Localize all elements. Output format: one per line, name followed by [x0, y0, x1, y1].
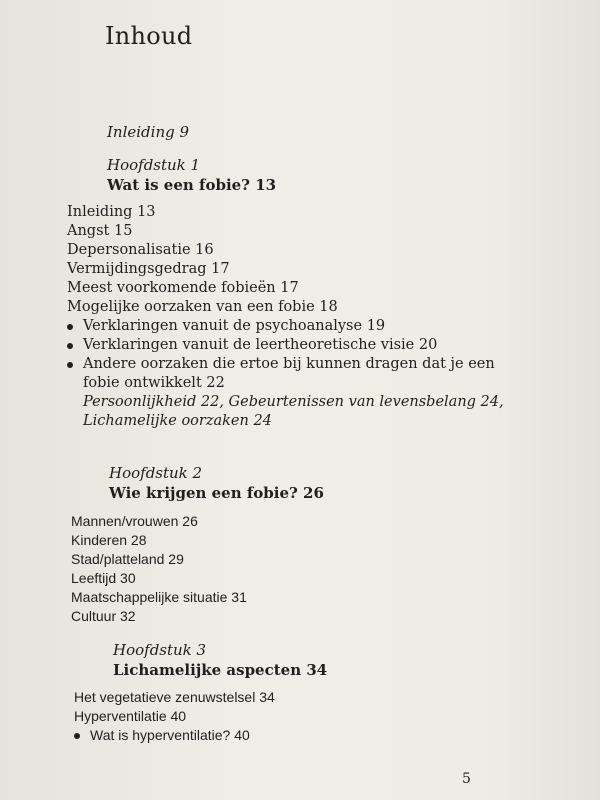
toc-entry: Mogelijke oorzaken van een fobie 18 [67, 299, 338, 315]
chapter-3-label: Hoofdstuk 3 [113, 641, 207, 659]
toc-entry: Inleiding 13 [67, 204, 156, 220]
bullet-icon [67, 343, 73, 349]
chapter-3-list [74, 688, 275, 745]
bullet-icon [67, 324, 73, 330]
toc-bullet-text: Andere oorzaken die ertoe bij kunnen dragen dat je een [83, 356, 495, 372]
chapter-1-title: Wat is een fobie? 13 [107, 176, 277, 194]
toc-entry: Het vegetatieve zenuwstelsel 34 [74, 689, 275, 705]
toc-subentries: Lichamelijke oorzaken 24 [83, 413, 272, 429]
toc-entry: Stad/platteland 29 [71, 551, 184, 567]
toc-bullet-entry [67, 336, 504, 355]
toc-bullet-text: Verklaringen vanuit de psychoanalyse 19 [83, 318, 386, 334]
toc-entry: Depersonalisatie 16 [67, 242, 214, 258]
chapter-1-list [67, 203, 504, 431]
toc-entry: Meest voorkomende fobieën 17 [67, 280, 299, 296]
toc-entry: Vermijdingsgedrag 17 [67, 261, 230, 277]
toc-bullet-entry [67, 317, 504, 336]
chapter-1-label: Hoofdstuk 1 [107, 156, 201, 174]
chapter-2-heading [109, 463, 324, 503]
chapter-2-list [71, 512, 247, 626]
chapter-3-title: Lichamelijke aspecten 34 [113, 661, 328, 679]
toc-entry: Leeftijd 30 [71, 570, 136, 586]
toc-entry: Hyperventilatie 40 [74, 708, 187, 724]
toc-bullet-entry [74, 726, 275, 745]
chapter-2-label: Hoofdstuk 2 [109, 464, 203, 482]
toc-intro: Inleiding 9 [107, 123, 190, 141]
toc-entry: Angst 15 [67, 223, 133, 239]
page-title: Inhoud [105, 22, 193, 50]
chapter-1-heading [107, 155, 276, 195]
chapter-2-title: Wie krijgen een fobie? 26 [109, 484, 324, 502]
page-number: 5 [462, 771, 471, 787]
toc-bullet-text: Verklaringen vanuit de leertheoretische visie 20 [83, 337, 438, 353]
toc-bullet-continuation: fobie ontwikkelt 22 [83, 375, 225, 391]
toc-entry: Mannen/vrouwen 26 [71, 513, 198, 529]
chapter-3-heading [113, 640, 327, 680]
toc-entry: Maatschappelijke situatie 31 [71, 589, 247, 605]
toc-bullet-entry [67, 355, 504, 374]
toc-entry: Cultuur 32 [71, 608, 136, 624]
bullet-icon [74, 733, 80, 739]
bullet-icon [67, 362, 73, 368]
toc-subentries: Persoonlijkheid 22, Gebeurtenissen van levensbelang 24, [83, 394, 504, 410]
toc-entry: Kinderen 28 [71, 532, 147, 548]
toc-bullet-text: Wat is hyperventilatie? 40 [90, 727, 250, 743]
